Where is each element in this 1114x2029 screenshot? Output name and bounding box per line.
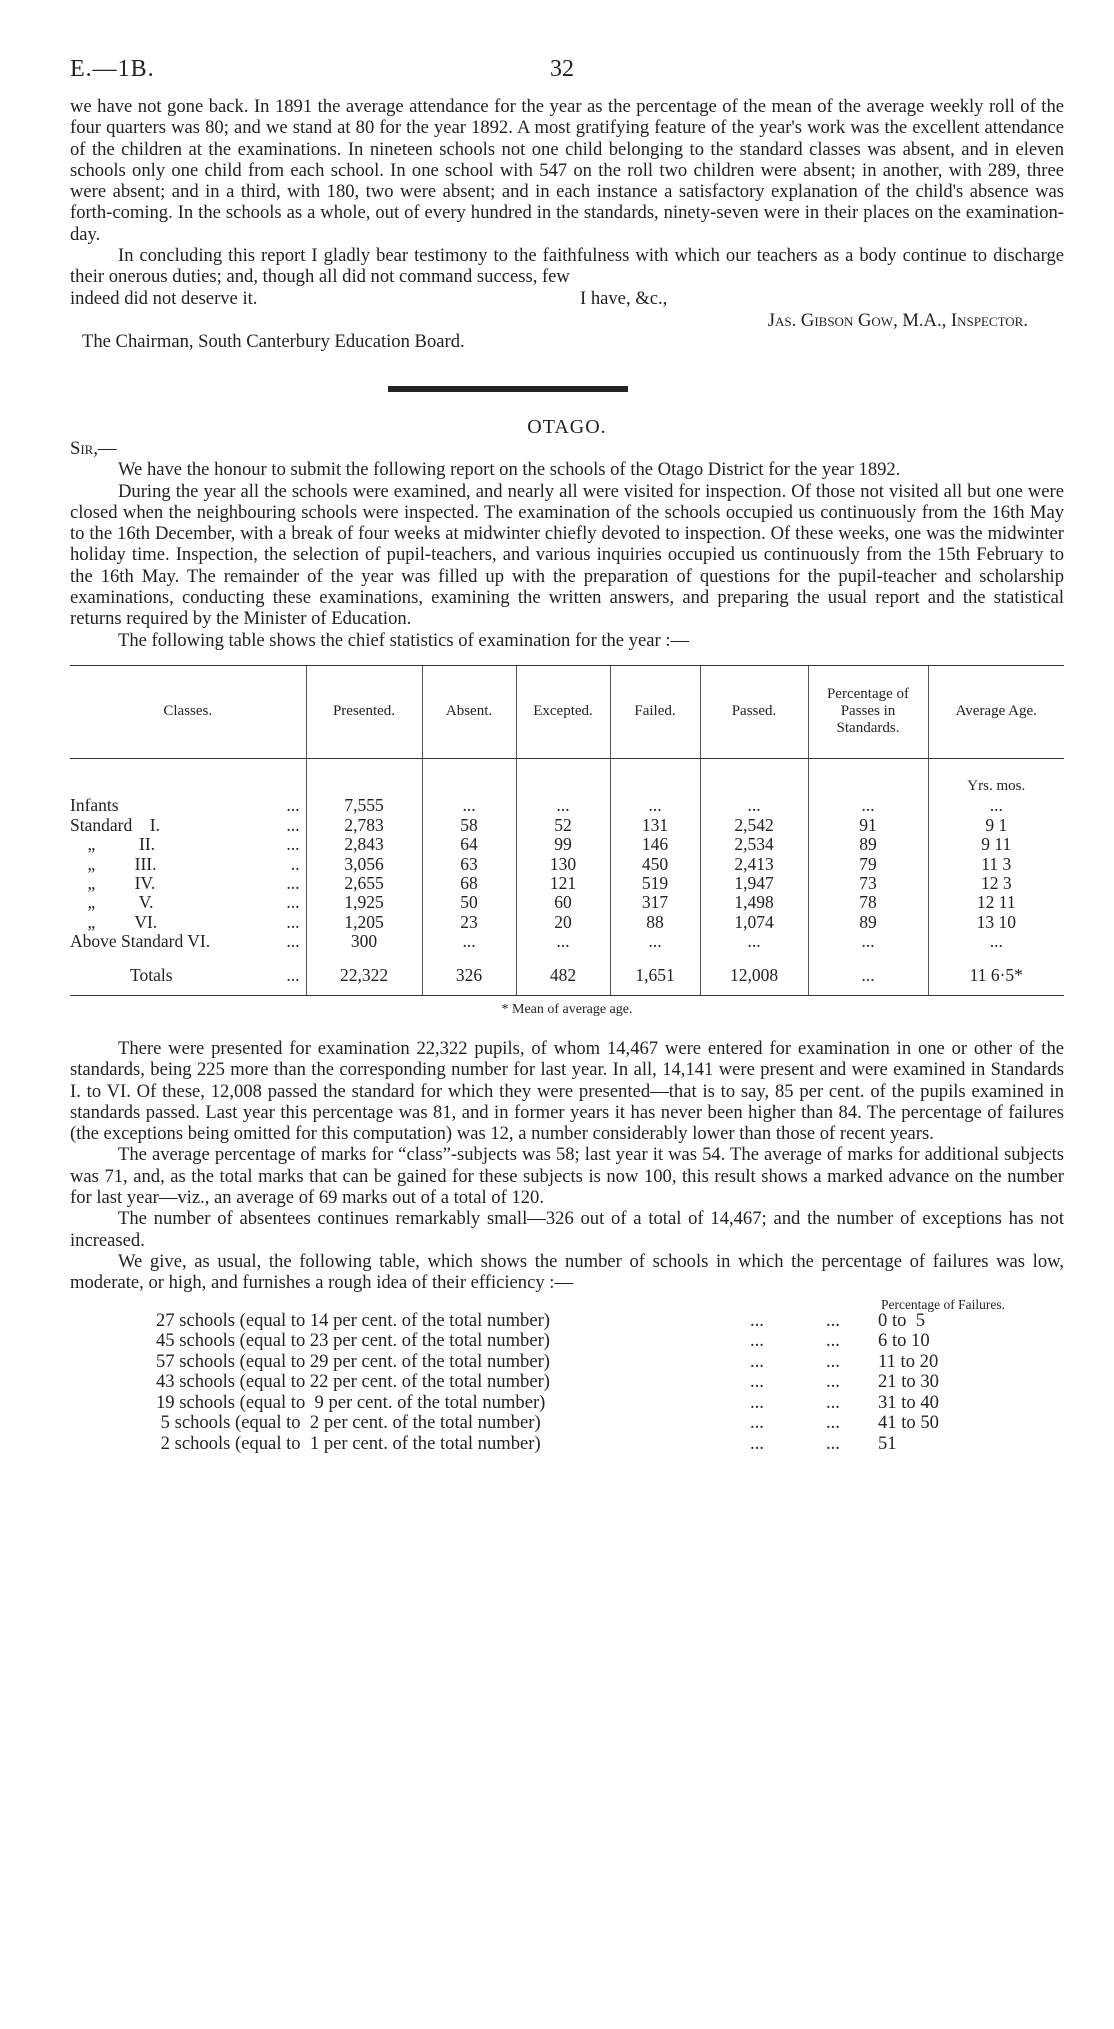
absent-cell: 64 xyxy=(422,835,516,854)
leader-dots: ... xyxy=(826,1432,840,1454)
failure-range: 41 to 50 xyxy=(878,1412,939,1434)
intro-paragraph-2: In concluding this report I gladly bear testimony to the faithfulness with which our teachers as a body continue to discharge their onerous duties; and, though all did not command success, few xyxy=(70,245,1064,288)
absent-cell: 50 xyxy=(422,893,516,912)
leader-dots: ... xyxy=(750,1432,764,1454)
failed-cell: 131 xyxy=(610,816,700,835)
page-header xyxy=(70,56,1064,96)
list-item xyxy=(70,1393,1064,1414)
leader-dots: ... xyxy=(750,1309,764,1331)
leader-dots: ... xyxy=(750,1391,764,1413)
failed-cell: 317 xyxy=(610,893,700,912)
leader-dots: ... xyxy=(826,1309,840,1331)
after-paragraph-1: There were presented for examination 22,322 pupils, of whom 14,467 were entered for examination in one or other of the standards, being 225 more than the corresponding number for last year. In all, 14,141 were present and were examined in Standards I. to VI. Of these, 12,008 passed the standard for which they were presented—that is to say, 85 per cent. of the pupils examined in standards passed. Last year this percentage was 81, and in former years it has never been higher than 84. The percentage of failures (the exceptions being omitted for this computation) was 12, a number considerably lower than those of recent years. xyxy=(70,1038,1064,1145)
totals-passed: 12,008 xyxy=(700,952,808,996)
leader-dots: ... xyxy=(750,1371,764,1393)
presented-cell: 1,925 xyxy=(306,893,422,912)
table-row xyxy=(70,874,1064,893)
absent-cell: ... xyxy=(422,932,516,951)
table-row xyxy=(70,816,1064,835)
table-row xyxy=(70,796,1064,815)
leader-dots: ... xyxy=(286,872,300,893)
age-cell: 11 3 xyxy=(928,855,1064,874)
leader-dots: ... xyxy=(286,814,300,835)
intro-paragraph-1: we have not gone back. In 1891 the average attendance for the year as the percentage of the mean of the average weekly roll of the four quarters was 80; and we stand at 80 for the year 1892. A most gratifying feature of the year's work was the excellent attendance of the children at the examinations. In nineteen schools not one child belonging to the standard classes was absent, and in eleven schools only one child from each school. In one school with 547 on the roll two children were absent; in another, with 289, three were absent; and in a third, with 180, two were absent; and in each instance a satisfactory explanation of the child's absence was forth-coming. In the schools as a whole, out of every hundred in the standards, ninety-seven were in their places on the examination-day. xyxy=(70,96,1064,245)
class-name: „ II. xyxy=(70,834,156,855)
failure-range: 31 to 40 xyxy=(878,1391,939,1413)
failures-header: Percentage of Failures. xyxy=(880,1296,1006,1312)
failed-cell: 88 xyxy=(610,913,700,932)
list-item xyxy=(70,1434,1064,1455)
excepted-cell: 99 xyxy=(516,835,610,854)
totals-row xyxy=(70,952,1064,996)
header-excepted: Excepted. xyxy=(516,665,610,758)
section-title: OTAGO. xyxy=(527,416,607,439)
percentage-cell: 91 xyxy=(808,816,928,835)
percentage-cell: 79 xyxy=(808,855,928,874)
table-row xyxy=(70,913,1064,932)
header-absent: Absent. xyxy=(422,665,516,758)
totals-age: 11 6·5* xyxy=(928,952,1064,996)
after-paragraph-4: We give, as usual, the following table, which shows the number of schools in which the percentage of failures was low, moderate, or high, and furnishes a rough idea of their efficiency :— xyxy=(70,1250,1064,1294)
document-page xyxy=(70,56,1064,1454)
totals-excepted: 482 xyxy=(516,952,610,996)
age-cell: ... xyxy=(928,796,1064,815)
percentage-cell: 73 xyxy=(808,874,928,893)
totals-label: Totals xyxy=(70,952,258,996)
table-footnote: * Mean of average age. xyxy=(501,1002,633,1017)
unit-row xyxy=(70,758,1064,796)
presented-cell: 1,205 xyxy=(306,913,422,932)
after-paragraph-2: The average percentage of marks for “class”-subjects was 58; last year it was 54. The average of marks for additional subjects was 71, and, as the total marks that can be gained for these subjects is now 100, this result shows a marked advance on the number for last year—viz., an average of 69 marks out of a total of 120. xyxy=(70,1144,1064,1209)
presented-cell: 300 xyxy=(306,932,422,951)
closing-row xyxy=(70,288,1064,310)
leader-dots: ... xyxy=(750,1350,764,1372)
leader-dots: ... xyxy=(826,1350,840,1372)
excepted-cell: 20 xyxy=(516,913,610,932)
leader-dots: ... xyxy=(286,834,300,855)
addressee: The Chairman, South Canterbury Education Board. xyxy=(82,330,465,352)
presented-cell: 3,056 xyxy=(306,855,422,874)
absent-cell: 63 xyxy=(422,855,516,874)
list-item xyxy=(70,1331,1064,1352)
section-paragraph-1: We have the honour to submit the following report on the schools of the Otago District for the year 1892. xyxy=(118,459,901,481)
excepted-cell: 121 xyxy=(516,874,610,893)
failure-row-description: 19 schools (equal to 9 per cent. of the total number) xyxy=(156,1391,546,1413)
absent-cell: 58 xyxy=(422,816,516,835)
failure-range: 21 to 30 xyxy=(878,1371,939,1393)
leader-dots: ... xyxy=(258,952,306,996)
leader-dots: ... xyxy=(750,1330,764,1352)
passed-cell: 1,947 xyxy=(700,874,808,893)
list-item xyxy=(70,1372,1064,1393)
salutation: Sir,— xyxy=(70,438,117,460)
document-code: E.—1B. xyxy=(70,56,155,82)
class-name: „ VI. xyxy=(70,911,158,932)
list-item xyxy=(70,1352,1064,1373)
list-item xyxy=(70,1311,1064,1332)
percentage-cell: 89 xyxy=(808,835,928,854)
age-cell: 12 3 xyxy=(928,874,1064,893)
closing-i-have: I have, &c., xyxy=(580,287,668,309)
section-paragraph-2: During the year all the schools were examined, and nearly all were visited for inspection. Of those not visited all but one were closed when the neighbouring schools were inspected. The examination of the schools occupied us continuously from the 16th May to the 16th December, with a break of four weeks at midwinter chiefly devoted to inspection. Of these weeks, one was the midwinter holiday time. Inspection, the selection of pupil-teachers, and various inquiries occupied us continuously from the 15th February to the 16th May. The remainder of the year was filled up with the preparation of questions for the pupil-teacher and scholarship examinations, conducting these examinations, examining the written answers, and preparing the usual report and the statistical returns required by the Minister of Education. xyxy=(70,480,1064,630)
totals-presented: 22,322 xyxy=(306,952,422,996)
header-percentage: Percentage of Passes in Standards. xyxy=(808,665,928,758)
failed-cell: 519 xyxy=(610,874,700,893)
table-header-row xyxy=(70,665,1064,758)
totals-percentage: ... xyxy=(808,952,928,996)
failure-range: 0 to 5 xyxy=(878,1309,926,1331)
excepted-cell: ... xyxy=(516,796,610,815)
inspector-signature: Jas. Gibson Gow, M.A., Inspector. xyxy=(767,309,1028,331)
failed-cell: 146 xyxy=(610,835,700,854)
class-name: Above Standard VI. xyxy=(70,931,211,952)
age-cell: 9 11 xyxy=(928,835,1064,854)
leader-dots: ... xyxy=(826,1330,840,1352)
list-item xyxy=(70,1413,1064,1434)
percentage-cell: ... xyxy=(808,796,928,815)
leader-dots: ... xyxy=(286,795,300,816)
failure-row-description: 5 schools (equal to 2 per cent. of the total number) xyxy=(156,1412,541,1434)
failure-range: 6 to 10 xyxy=(878,1330,930,1352)
table-row xyxy=(70,835,1064,854)
passed-cell: 2,534 xyxy=(700,835,808,854)
statistics-table xyxy=(70,665,1064,996)
table-row xyxy=(70,855,1064,874)
failure-row-description: 57 schools (equal to 29 per cent. of the total number) xyxy=(156,1350,550,1372)
class-name: „ III. xyxy=(70,853,157,874)
table-row xyxy=(70,893,1064,912)
totals-failed: 1,651 xyxy=(610,952,700,996)
presented-cell: 7,555 xyxy=(306,796,422,815)
header-failed: Failed. xyxy=(610,665,700,758)
leader-dots: ... xyxy=(286,931,300,952)
absent-cell: 23 xyxy=(422,913,516,932)
leader-dots: ... xyxy=(286,911,300,932)
age-cell: 12 11 xyxy=(928,893,1064,912)
age-unit-label: Yrs. mos. xyxy=(928,758,1064,796)
class-name: „ V. xyxy=(70,892,154,913)
excepted-cell: ... xyxy=(516,932,610,951)
leader-dots: ... xyxy=(826,1391,840,1413)
closing-last-line: indeed did not deserve it. xyxy=(70,287,258,309)
absent-cell: ... xyxy=(422,796,516,815)
section-paragraph-3: The following table shows the chief statistics of examination for the year :— xyxy=(118,629,690,651)
passed-cell: 2,542 xyxy=(700,816,808,835)
percentage-cell: 78 xyxy=(808,893,928,912)
leader-dots: ... xyxy=(286,892,300,913)
class-name: Infants xyxy=(70,795,119,816)
presented-cell: 2,783 xyxy=(306,816,422,835)
passed-cell: 1,074 xyxy=(700,913,808,932)
failed-cell: 450 xyxy=(610,855,700,874)
failure-row-description: 27 schools (equal to 14 per cent. of the total number) xyxy=(156,1309,550,1331)
leader-dots: ... xyxy=(826,1412,840,1434)
passed-cell: ... xyxy=(700,932,808,951)
failure-row-description: 2 schools (equal to 1 per cent. of the total number) xyxy=(156,1432,541,1454)
passed-cell: 1,498 xyxy=(700,893,808,912)
class-name: Standard I. xyxy=(70,814,160,835)
failure-range: 51 xyxy=(878,1432,897,1454)
percentage-cell: ... xyxy=(808,932,928,951)
passed-cell: 2,413 xyxy=(700,855,808,874)
presented-cell: 2,843 xyxy=(306,835,422,854)
failure-row-description: 45 schools (equal to 23 per cent. of the total number) xyxy=(156,1330,550,1352)
header-average-age: Average Age. xyxy=(928,665,1064,758)
excepted-cell: 130 xyxy=(516,855,610,874)
header-presented: Presented. xyxy=(306,665,422,758)
age-cell: ... xyxy=(928,932,1064,951)
leader-dots: ... xyxy=(826,1371,840,1393)
section-divider xyxy=(388,386,628,392)
table-row xyxy=(70,932,1064,951)
header-classes: Classes. xyxy=(70,665,306,758)
percentage-cell: 89 xyxy=(808,913,928,932)
excepted-cell: 52 xyxy=(516,816,610,835)
leader-dots: ... xyxy=(750,1412,764,1434)
failed-cell: ... xyxy=(610,796,700,815)
failed-cell: ... xyxy=(610,932,700,951)
absent-cell: 68 xyxy=(422,874,516,893)
passed-cell: ... xyxy=(700,796,808,815)
leader-dots: .. xyxy=(290,853,300,874)
totals-absent: 326 xyxy=(422,952,516,996)
age-cell: 9 1 xyxy=(928,816,1064,835)
header-passed: Passed. xyxy=(700,665,808,758)
excepted-cell: 60 xyxy=(516,893,610,912)
failure-range: 11 to 20 xyxy=(878,1350,939,1372)
failure-row-description: 43 schools (equal to 22 per cent. of the total number) xyxy=(156,1371,550,1393)
class-name: „ IV. xyxy=(70,872,156,893)
presented-cell: 2,655 xyxy=(306,874,422,893)
after-paragraph-3: The number of absentees continues remarkably small—326 out of a total of 14,467; and the number of exceptions has not increased. xyxy=(70,1208,1064,1251)
age-cell: 13 10 xyxy=(928,913,1064,932)
page-number: 32 xyxy=(550,56,574,82)
